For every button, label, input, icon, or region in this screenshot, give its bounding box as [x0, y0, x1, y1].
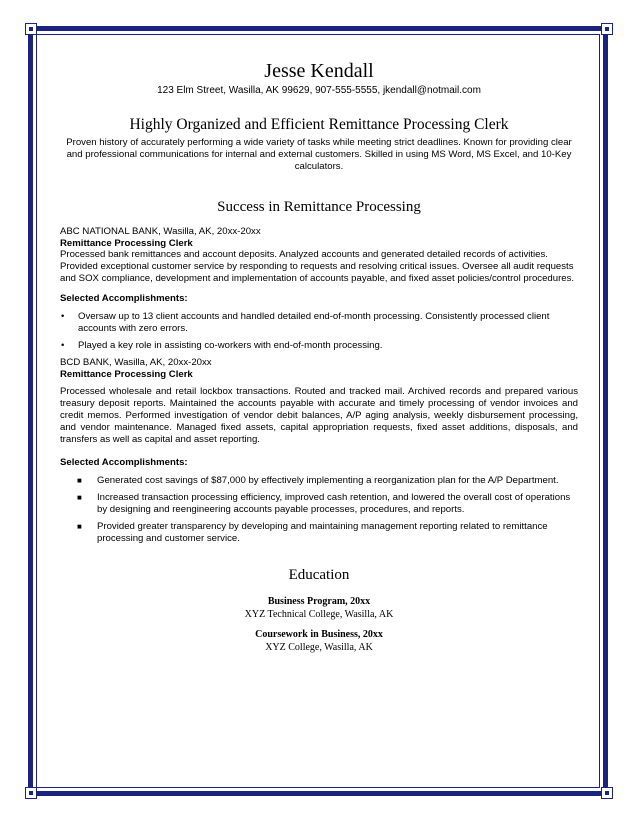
job-entry	[60, 357, 578, 545]
corner-ornament-top-right	[601, 23, 613, 35]
education-school: XYZ Technical College, Wasilla, AK	[244, 609, 394, 620]
education-entry	[60, 595, 578, 621]
job-entry	[60, 226, 578, 352]
corner-ornament-top-left	[25, 23, 37, 35]
education-section-title: Education	[288, 567, 350, 583]
bullet-icon: •	[61, 311, 65, 322]
job-employer: ABC NATIONAL BANK, Wasilla, AK, 20xx-20xx	[60, 226, 261, 237]
accomplishments-list	[60, 475, 578, 545]
job-description: Processed bank remittances and account deposits. Analyzed accounts and generated detailed records of activities. Provided exceptional customer service by responding to requests and resolving critical issues. Oversee all audit requests and SOX compliance, development and implementation of accounts payable, and fixed asset policies/control procedures.	[60, 249, 575, 284]
job-description: Processed wholesale and retail lockbox transactions. Routed and tracked mail. Archived records and prepared various treasury deposit reports. Maintained the accounts payable with accurate and timely processing of vendor invoices and credit memos. Performed investigation of vendor debit balances, A/P aging analysis, weekly disbursement processing, and vendor maintenance. Managed fixed assets, capital appropriation requests, fixed asset additions, disposals, and transfers as well as capital and asset reporting.	[60, 386, 578, 445]
bullet-icon: ■	[77, 493, 82, 502]
accomplishment-text: Generated cost savings of $87,000 by effectively implementing a reorganization plan for the A/P Department.	[97, 475, 559, 486]
bullet-icon: •	[61, 340, 65, 351]
list-item	[60, 311, 578, 335]
accomplishment-text: Provided greater transparency by developing and maintaining management reporting related to remittance processing and customer service.	[97, 521, 548, 544]
corner-ornament-bottom-left	[25, 787, 37, 799]
accomplishment-text: Played a key role in assisting co-workers with end-of-month processing.	[78, 340, 383, 351]
experience-section-title: Success in Remittance Processing	[217, 199, 421, 215]
job-position: Remittance Processing Clerk	[60, 237, 193, 249]
accomplishments-heading: Selected Accomplishments:	[60, 457, 188, 468]
accomplishments-heading: Selected Accomplishments:	[60, 293, 188, 304]
education-entry	[60, 628, 578, 654]
profile-headline: Highly Organized and Efficient Remittance Processing Clerk	[129, 116, 509, 133]
job-position: Remittance Processing Clerk	[60, 368, 193, 380]
education-school: XYZ College, Wasilla, AK	[265, 642, 373, 653]
accomplishment-text: Oversaw up to 13 client accounts and handled detailed end-of-month processing. Consistently processed client accounts with zero errors.	[78, 311, 550, 334]
bullet-icon: ■	[77, 522, 82, 531]
profile-summary: Proven history of accurately performing a wide variety of tasks while meeting strict deadlines. Known for providing clear and professional communications for internal and external customers. Skilled in using MS Word, MS Excel, and 10-Key calculators.	[66, 137, 572, 172]
list-item	[60, 521, 578, 545]
accomplishments-list	[60, 311, 578, 352]
contact-info: 123 Elm Street, Wasilla, AK 99629, 907-555-5555, jkendall@notmail.com	[157, 85, 481, 96]
education-program: Coursework in Business, 20xx	[255, 629, 383, 640]
job-employer: BCD BANK, Wasilla, AK, 20xx-20xx	[60, 357, 212, 368]
list-item	[60, 475, 578, 487]
corner-ornament-bottom-right	[601, 787, 613, 799]
candidate-name: Jesse Kendall	[264, 60, 374, 82]
list-item	[60, 340, 578, 352]
bullet-icon: ■	[77, 476, 82, 485]
accomplishment-text: Increased transaction processing efficiency, improved cash retention, and lowered the overall cost of operations by designing and reengineering accounts payable processes, procedures, and reports.	[97, 492, 571, 515]
list-item	[60, 492, 578, 516]
education-program: Business Program, 20xx	[267, 596, 371, 607]
resume-document	[60, 58, 578, 654]
